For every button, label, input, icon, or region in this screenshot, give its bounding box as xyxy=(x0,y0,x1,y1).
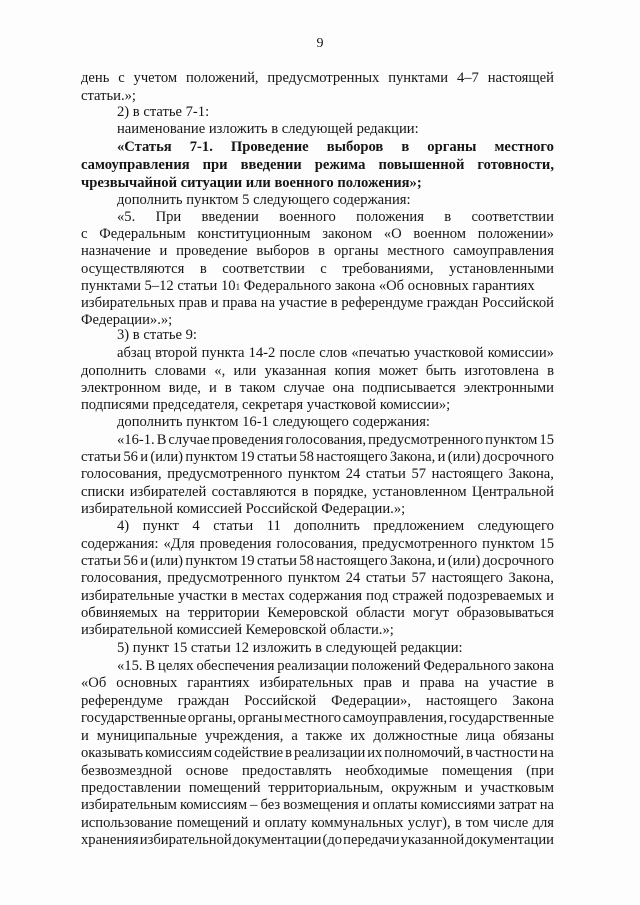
text-line-content: хранения избирательной документации (до передачи указанной документации xyxy=(81,832,554,848)
text-line-content: обвиняемых на территории Кемеровской области могут образовываться xyxy=(81,605,554,621)
text-line-content: «16-1. В случае проведения голосования, предусмотренного пунктом 15 xyxy=(117,432,554,448)
text-line-content: «15. В целях обеспечения реализации положений Федерального закона xyxy=(117,658,554,674)
text-line-content: избирательной комиссией Российской Федерации.»; xyxy=(81,501,406,517)
text-line-content: с Федеральным конституционным законом «О военном положении» xyxy=(81,226,554,242)
text-line-content: пунктами 5–12 статьи 101 Федерального закона «Об основных гарантиях xyxy=(81,278,535,294)
text-line-content: содержания: «Для проведения голосования, предусмотренного пунктом 15 xyxy=(81,536,554,552)
text-line-content: избирательной комиссией Кемеровской области.»; xyxy=(81,622,394,638)
text-line-content: чрезвычайной ситуации или военного положения»; xyxy=(81,175,422,191)
text-line-content: использование помещений и оплату коммунальных услуг), в том числе для xyxy=(81,815,554,831)
text-line-content: оказывать комиссиям содействие в реализации их полномочий, в частности на xyxy=(81,745,554,761)
text-line-content: статьи.»; xyxy=(81,88,136,104)
text-line-content: безвозмездной основе предоставлять необходимые помещения (при xyxy=(81,763,554,779)
text-line-content: Федерации».»; xyxy=(81,312,173,328)
text-line-content: 3) в статье 9: xyxy=(117,327,197,343)
text-line-content: самоуправления при введении режима повышенной готовности, xyxy=(81,157,554,173)
text-line-content: наименование изложить в следующей редакции: xyxy=(117,121,419,137)
text-line-content: предоставлении помещений территориальным, окружным и участковым xyxy=(81,780,554,796)
text-line-content: списки избирателей составляются в порядке, установленном Центральной xyxy=(81,484,554,500)
text-line-content: избирательных прав и права на участие в референдуме граждан Российской xyxy=(81,295,554,311)
text-line-content: дополнить пунктом 5 следующего содержания: xyxy=(117,192,411,208)
text-line-content: избирательные участки в местах содержания под стражей подозреваемых и xyxy=(81,588,554,604)
text-line-content: электронном виде, и в таком случае она подписывается электронными xyxy=(81,380,554,396)
text-line-content: голосования, предусмотренного пунктом 24 статьи 57 настоящего Закона, xyxy=(81,570,554,586)
text-line-content: назначение и проведение выборов в органы местного самоуправления xyxy=(81,243,554,259)
text-line-content: «Об основных гарантиях избирательных прав и права на участие в xyxy=(81,675,554,691)
page-number: 9 xyxy=(316,36,324,51)
text-line-content: осуществляются в соответствии с требованиями, установленными xyxy=(81,261,554,277)
text-line-content: государственные органы, органы местного самоуправления, государственные xyxy=(81,710,554,726)
text-line-content: день с учетом положений, предусмотренных пунктами 4–7 настоящей xyxy=(81,70,554,86)
text-line-content: 4) пункт 4 статьи 11 дополнить предложением следующего xyxy=(117,518,554,534)
text-line-content: референдуме граждан Российской Федерации», настоящего Закона xyxy=(81,693,554,709)
text-line-content: избирательным комиссиям – без возмещения и оплаты комиссиями затрат на xyxy=(81,797,554,813)
text-line-content: статьи 56 и (или) пунктом 19 статьи 58 настоящего Закона, и (или) досрочного xyxy=(81,553,554,569)
text-line-content: абзац второй пункта 14-2 после слов «печатью участковой комиссии» xyxy=(117,345,554,361)
text-line-content: дополнить пунктом 16-1 следующего содержания: xyxy=(117,414,430,430)
text-line-content: подписями председателя, секретаря участковой комиссии»; xyxy=(81,397,451,413)
text-line-content: статьи 56 и (или) пунктом 19 статьи 58 настоящего Закона, и (или) досрочного xyxy=(81,449,554,465)
text-line-content: 2) в статье 7-1: xyxy=(117,104,210,120)
text-line-content: «5. При введении военного положения в соответствии xyxy=(117,209,554,225)
text-line-content: дополнить словами «, или указанная копия может быть изготовлена в xyxy=(81,363,554,379)
text-line-content: и муниципальные учреждения, а также их должностные лица обязаны xyxy=(81,728,554,744)
text-line-content: «Статья 7-1. Проведение выборов в органы местного xyxy=(117,139,554,155)
text-line-content: голосования, предусмотренного пунктом 24 статьи 57 настоящего Закона, xyxy=(81,466,554,482)
text-line-content: 5) пункт 15 статьи 12 изложить в следующей редакции: xyxy=(117,640,463,656)
